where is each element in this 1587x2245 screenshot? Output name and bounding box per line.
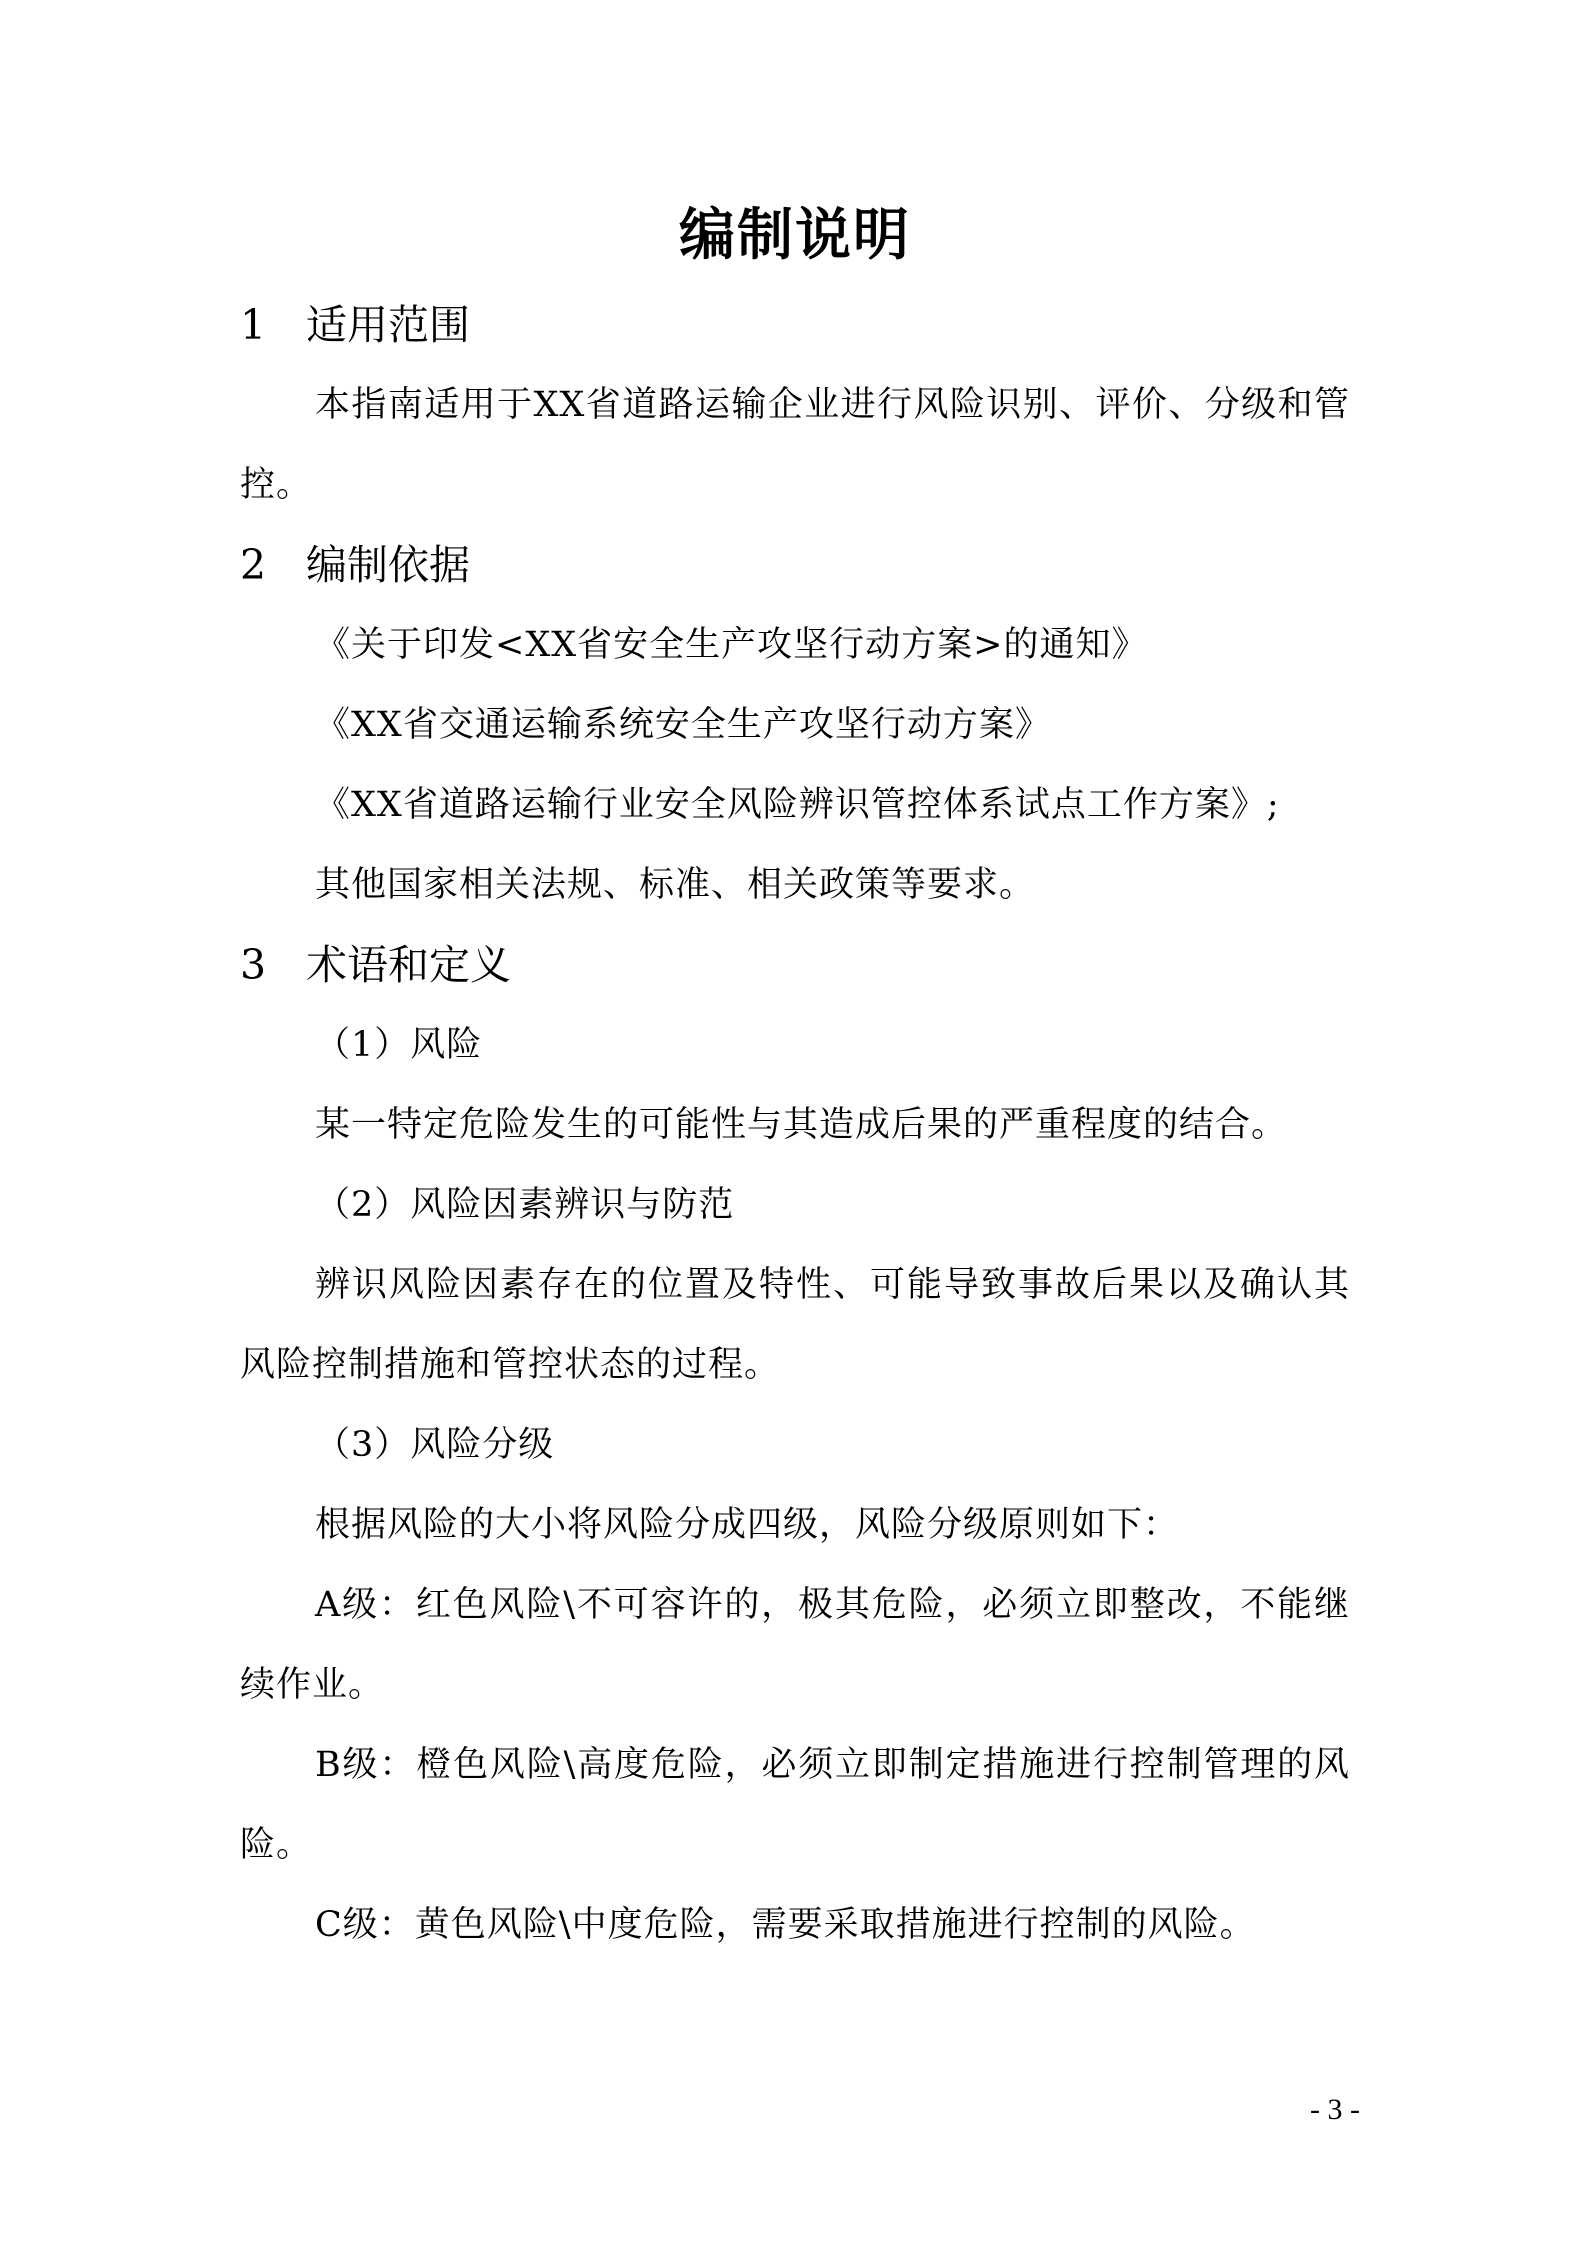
risk-level-c: C级：黄色风险\中度危险，需要采取措施进行控制的风险。 (315, 1905, 1256, 1945)
risk-level-a: A级：红色风险\不可容许的，极其危险，必须立即整改，不能继续作业。 (240, 1585, 1350, 1705)
document-title: 编制说明 (679, 202, 911, 268)
reference-item: 《XX省道路运输行业安全风险辨识管控体系试点工作方案》; (315, 785, 1280, 825)
section-number: 3 (240, 941, 267, 989)
page-content (240, 185, 1350, 1965)
section-number: 1 (240, 301, 267, 349)
section-title: 编制依据 (306, 541, 470, 589)
reference-item: 其他国家相关法规、标准、相关政策等要求。 (315, 865, 1036, 905)
section-title: 适用范围 (306, 301, 470, 349)
term-definition: 某一特定危险发生的可能性与其造成后果的严重程度的结合。 (315, 1105, 1288, 1145)
term-heading: （2）风险因素辨识与防范 (315, 1185, 735, 1225)
reference-item: 《关于印发<XX省安全生产攻坚行动方案>的通知》 (315, 625, 1148, 665)
risk-level-b: B级：橙色风险\高度危险，必须立即制定措施进行控制管理的风险。 (240, 1745, 1350, 1865)
paragraph: 本指南适用于XX省道路运输企业进行风险识别、评价、分级和管控。 (240, 385, 1350, 505)
term-heading: （3）风险分级 (315, 1425, 555, 1465)
reference-item: 《XX省交通运输系统安全生产攻坚行动方案》 (315, 705, 1051, 745)
section-heading (240, 285, 1350, 365)
term-definition: 辨识风险因素存在的位置及特性、可能导致事故后果以及确认其风险控制措施和管控状态的过程。 (240, 1265, 1350, 1385)
section-heading (240, 925, 1350, 1005)
section-number: 2 (240, 541, 267, 589)
page-number: - 3 - (1310, 2093, 1360, 2126)
section-title: 术语和定义 (306, 941, 511, 989)
term-definition: 根据风险的大小将风险分成四级，风险分级原则如下： (315, 1505, 1180, 1545)
section-heading (240, 525, 1350, 605)
term-heading: （1）风险 (315, 1025, 483, 1065)
